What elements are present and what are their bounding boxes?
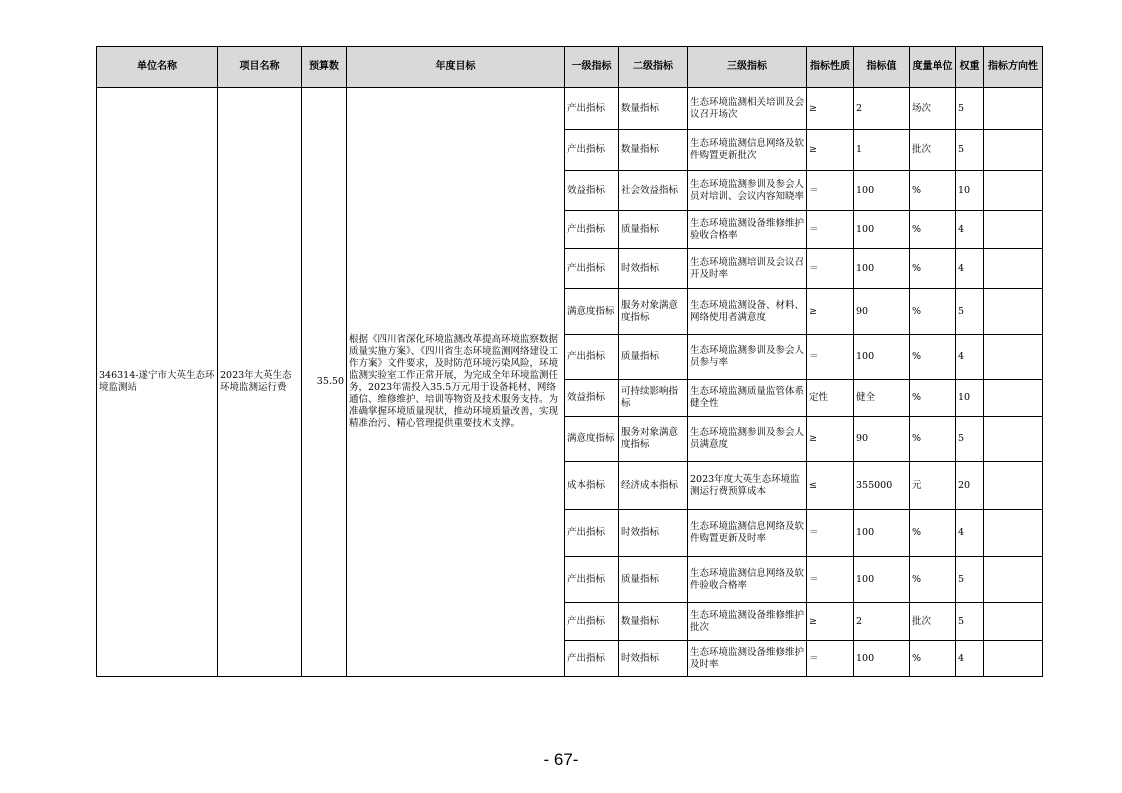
unit-cell: 批次 xyxy=(910,603,956,641)
annual-goal-cell: 根据《四川省深化环境监测改革提高环境监察数据质量实施方案》、《四川省生态环境监测网络建设工作方案》文件要求，及时防范环境污染风险，环境监测实验室工作正常开展，为完成全年环境监测任务，2023年需投入35.5万元用于设备耗材、网络通信、维修维护、培训等物资及技术服务支持。为准确掌握环境质量现状，推动环境质量改善，实现精准治污、精心管理提供重要技术支撑。 xyxy=(347,88,565,677)
level3-cell: 生态环境监测设备维修维护及时率 xyxy=(688,641,807,677)
level2-cell: 数量指标 xyxy=(619,88,688,130)
level1-cell: 产出指标 xyxy=(565,88,619,130)
header-project-name: 项目名称 xyxy=(218,47,302,88)
nature-cell: ＝ xyxy=(807,171,854,211)
value-cell: 100 xyxy=(854,171,910,211)
level3-cell: 生态环境监测培训及会议召开及时率 xyxy=(688,249,807,289)
page-number: - 67- xyxy=(543,750,579,769)
level3-cell: 生态环境监测信息网络及软件购置更新批次 xyxy=(688,130,807,171)
level1-cell: 产出指标 xyxy=(565,510,619,557)
weight-cell: 4 xyxy=(956,641,984,677)
level3-cell: 生态环境监测相关培训及会议召开场次 xyxy=(688,88,807,130)
unit-cell: 批次 xyxy=(910,130,956,171)
weight-cell: 5 xyxy=(956,130,984,171)
direction-cell xyxy=(984,335,1043,380)
level2-cell: 质量指标 xyxy=(619,557,688,603)
header-direction: 指标方向性 xyxy=(984,47,1043,88)
value-cell: 100 xyxy=(854,510,910,557)
value-cell: 100 xyxy=(854,211,910,249)
level3-cell: 2023年度大英生态环境监测运行费预算成本 xyxy=(688,462,807,510)
nature-cell: ≥ xyxy=(807,289,854,335)
header-annual-goal: 年度目标 xyxy=(347,47,565,88)
header-level2: 二级指标 xyxy=(619,47,688,88)
direction-cell xyxy=(984,380,1043,417)
nature-cell: ＝ xyxy=(807,641,854,677)
direction-cell xyxy=(984,462,1043,510)
level1-cell: 效益指标 xyxy=(565,171,619,211)
nature-cell: ＝ xyxy=(807,249,854,289)
unit-cell: % xyxy=(910,171,956,211)
level3-cell: 生态环境监测设备维修维护批次 xyxy=(688,603,807,641)
level1-cell: 产出指标 xyxy=(565,641,619,677)
level2-cell: 服务对象满意度指标 xyxy=(619,289,688,335)
nature-cell: ≥ xyxy=(807,88,854,130)
header-weight: 权重 xyxy=(956,47,984,88)
project-name-cell: 2023年大英生态环境监测运行费 xyxy=(218,88,302,677)
weight-cell: 5 xyxy=(956,289,984,335)
level1-cell: 产出指标 xyxy=(565,603,619,641)
unit-cell: % xyxy=(910,211,956,249)
unit-cell: % xyxy=(910,641,956,677)
direction-cell xyxy=(984,249,1043,289)
unit-cell: % xyxy=(910,380,956,417)
header-level3: 三级指标 xyxy=(688,47,807,88)
value-cell: 100 xyxy=(854,557,910,603)
header-budget: 预算数 xyxy=(302,47,347,88)
level2-cell: 数量指标 xyxy=(619,130,688,171)
level1-cell: 成本指标 xyxy=(565,462,619,510)
direction-cell xyxy=(984,603,1043,641)
weight-cell: 5 xyxy=(956,557,984,603)
level1-cell: 产出指标 xyxy=(565,211,619,249)
direction-cell xyxy=(984,557,1043,603)
unit-cell: % xyxy=(910,557,956,603)
nature-cell: ＝ xyxy=(807,335,854,380)
weight-cell: 4 xyxy=(956,211,984,249)
level2-cell: 时效指标 xyxy=(619,249,688,289)
header-value: 指标值 xyxy=(854,47,910,88)
level3-cell: 生态环境监测参训及参会人员对培训、会议内容知晓率 xyxy=(688,171,807,211)
unit-cell: 元 xyxy=(910,462,956,510)
value-cell: 90 xyxy=(854,417,910,462)
direction-cell xyxy=(984,289,1043,335)
unit-cell: 场次 xyxy=(910,88,956,130)
direction-cell xyxy=(984,417,1043,462)
table-row xyxy=(97,88,1043,130)
value-cell: 90 xyxy=(854,289,910,335)
level2-cell: 经济成本指标 xyxy=(619,462,688,510)
level1-cell: 产出指标 xyxy=(565,557,619,603)
level2-cell: 质量指标 xyxy=(619,211,688,249)
level1-cell: 产出指标 xyxy=(565,130,619,171)
nature-cell: ＝ xyxy=(807,510,854,557)
value-cell: 2 xyxy=(854,88,910,130)
level2-cell: 时效指标 xyxy=(619,641,688,677)
level3-cell: 生态环境监测参训及参会人员满意度 xyxy=(688,417,807,462)
weight-cell: 4 xyxy=(956,249,984,289)
level2-cell: 时效指标 xyxy=(619,510,688,557)
direction-cell xyxy=(984,88,1043,130)
nature-cell: ≥ xyxy=(807,417,854,462)
level2-cell: 服务对象满意度指标 xyxy=(619,417,688,462)
header-level1: 一级指标 xyxy=(565,47,619,88)
unit-cell: % xyxy=(910,510,956,557)
level2-cell: 可持续影响指标 xyxy=(619,380,688,417)
level1-cell: 满意度指标 xyxy=(565,289,619,335)
level3-cell: 生态环境监测质量监管体系健全性 xyxy=(688,380,807,417)
level2-cell: 质量指标 xyxy=(619,335,688,380)
weight-cell: 4 xyxy=(956,335,984,380)
direction-cell xyxy=(984,130,1043,171)
weight-cell: 5 xyxy=(956,417,984,462)
value-cell: 100 xyxy=(854,249,910,289)
value-cell: 100 xyxy=(854,641,910,677)
nature-cell: ≥ xyxy=(807,603,854,641)
header-nature: 指标性质 xyxy=(807,47,854,88)
level1-cell: 产出指标 xyxy=(565,335,619,380)
direction-cell xyxy=(984,641,1043,677)
level3-cell: 生态环境监测参训及参会人员参与率 xyxy=(688,335,807,380)
nature-cell: ≤ xyxy=(807,462,854,510)
nature-cell: ≥ xyxy=(807,130,854,171)
level2-cell: 社会效益指标 xyxy=(619,171,688,211)
level3-cell: 生态环境监测设备维修维护验收合格率 xyxy=(688,211,807,249)
direction-cell xyxy=(984,171,1043,211)
budget-cell: 35.50 xyxy=(302,88,347,677)
header-unit: 度量单位 xyxy=(910,47,956,88)
table-body xyxy=(97,88,1043,677)
table-header-row xyxy=(97,47,1043,88)
unit-name-cell: 346314-遂宁市大英生态环境监测站 xyxy=(97,88,218,677)
weight-cell: 5 xyxy=(956,603,984,641)
value-cell: 355000 xyxy=(854,462,910,510)
unit-cell: % xyxy=(910,335,956,380)
level1-cell: 满意度指标 xyxy=(565,417,619,462)
weight-cell: 20 xyxy=(956,462,984,510)
level1-cell: 产出指标 xyxy=(565,249,619,289)
unit-cell: % xyxy=(910,289,956,335)
weight-cell: 10 xyxy=(956,380,984,417)
value-cell: 1 xyxy=(854,130,910,171)
level3-cell: 生态环境监测信息网络及软件购置更新及时率 xyxy=(688,510,807,557)
value-cell: 2 xyxy=(854,603,910,641)
level3-cell: 生态环境监测信息网络及软件验收合格率 xyxy=(688,557,807,603)
unit-cell: % xyxy=(910,417,956,462)
direction-cell xyxy=(984,211,1043,249)
header-unit-name: 单位名称 xyxy=(97,47,218,88)
performance-table xyxy=(96,46,1043,677)
weight-cell: 10 xyxy=(956,171,984,211)
nature-cell: ＝ xyxy=(807,557,854,603)
level3-cell: 生态环境监测设备、材料、网络使用者满意度 xyxy=(688,289,807,335)
weight-cell: 4 xyxy=(956,510,984,557)
nature-cell: 定性 xyxy=(807,380,854,417)
level2-cell: 数量指标 xyxy=(619,603,688,641)
unit-cell: % xyxy=(910,249,956,289)
weight-cell: 5 xyxy=(956,88,984,130)
direction-cell xyxy=(984,510,1043,557)
value-cell: 健全 xyxy=(854,380,910,417)
nature-cell: ＝ xyxy=(807,211,854,249)
level1-cell: 效益指标 xyxy=(565,380,619,417)
value-cell: 100 xyxy=(854,335,910,380)
